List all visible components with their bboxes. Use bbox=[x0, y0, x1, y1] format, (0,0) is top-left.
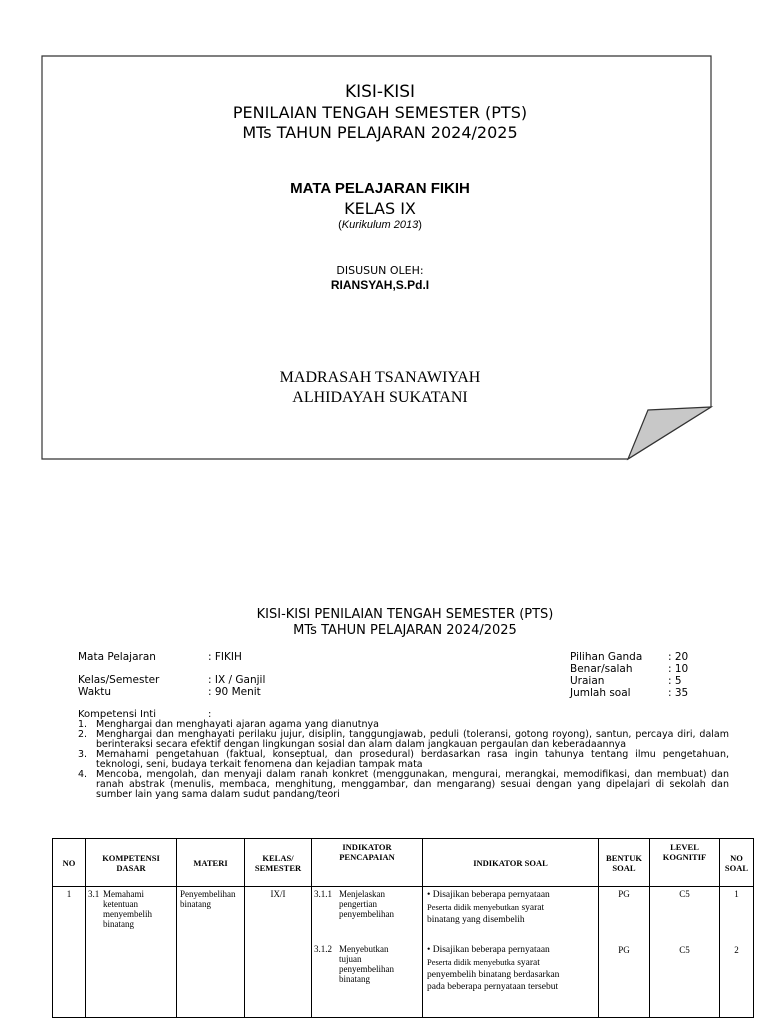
info-value-pg: : 20 bbox=[668, 651, 689, 663]
header-indikator: INDIKATOR PENCAPAIAN bbox=[312, 839, 423, 887]
ki-item bbox=[78, 750, 729, 770]
ki-item-num: 2. bbox=[78, 729, 88, 740]
cover-author: RIANSYAH,S.Pd.I bbox=[330, 278, 430, 292]
curriculum-text: Kurikulum 2013 bbox=[341, 219, 419, 231]
cover-year: MTs TAHUN PELAJARAN 2024/2025 bbox=[242, 123, 518, 142]
cover-school-line1: MADRASAH TSANAWIYAH bbox=[279, 369, 481, 386]
cell-bentuk bbox=[599, 887, 650, 1018]
ki-item-text: Menghargai dan menghayati ajaran agama yang dianutnya bbox=[96, 719, 379, 730]
soal2-bullet: • bbox=[427, 945, 431, 955]
cell-no bbox=[53, 887, 86, 1018]
ind1-num: 3.1.1 bbox=[314, 889, 332, 899]
cell-kelas bbox=[245, 887, 312, 1018]
ki-label: Kompetensi Inti bbox=[78, 709, 156, 720]
header-materi: MATERI bbox=[177, 839, 245, 887]
level1: C5 bbox=[679, 889, 690, 899]
bentuk1: PG bbox=[618, 889, 630, 899]
ki-item-text: Mencoba, mengolah, dan menyaji dalam ranah konkret (menggunakan, mengurai, merangkai, memodifikasi, dan membuat) dan ranah abstrak (menulis, membaca, menghitung, menggambar, dan mengarang) sesuai dengan yang dipelajari di sekolah dan sumber lain yang sama dalam sudut pandang/teori bbox=[96, 769, 729, 800]
soal1-line3: binatang yang disembelih bbox=[427, 915, 525, 925]
info-label-uraian: Uraian bbox=[570, 675, 605, 687]
ki-item-text: Menghargai dan menghayati perilaku jujur, disiplin, tanggungjawab, peduli (toleransi, gotong royong), santun, percaya diri, dalam berinteraksi secara efektif dengan lingkungan sosial dan alam dalam jangkauan pergaulan dan keberadaannya bbox=[96, 729, 729, 750]
soal1-bullet: • bbox=[427, 890, 431, 900]
soal2-line3: penyembelih binatang berdasarkan bbox=[427, 970, 560, 980]
cell-indikator-soal bbox=[423, 887, 599, 1018]
cell-indikator bbox=[312, 887, 423, 1018]
header-indikator-soal: INDIKATOR SOAL bbox=[423, 839, 599, 887]
cover-subtitle: PENILAIAN TENGAH SEMESTER (PTS) bbox=[232, 103, 528, 122]
info-label-subject: Mata Pelajaran bbox=[78, 651, 156, 663]
ind2-num: 3.1.2 bbox=[314, 944, 332, 954]
kelas-text: IX/I bbox=[270, 889, 286, 899]
cover-school-line2: ALHIDAYAH SUKATANI bbox=[292, 389, 468, 406]
info-label-time: Waktu bbox=[78, 686, 111, 698]
soal2-line4: pada beberapa pernyataan tersebut bbox=[427, 982, 559, 992]
info-label-pg: Pilihan Ganda bbox=[570, 651, 643, 663]
table-header-row bbox=[53, 839, 754, 887]
doc-year: MTs TAHUN PELAJARAN 2024/2025 bbox=[293, 623, 517, 638]
ind1-text: Menjelaskan pengertian penyembelihan bbox=[339, 889, 394, 919]
header-kelas: KELAS/ SEMESTER bbox=[245, 839, 312, 887]
ki-item-num: 4. bbox=[78, 769, 88, 780]
soal1-line2b: syarat bbox=[521, 903, 545, 913]
nosoal2: 2 bbox=[734, 945, 739, 955]
soal1-line2a: Peserta didik menyebutkan bbox=[427, 902, 520, 912]
row-no: 1 bbox=[66, 889, 72, 899]
header-no-soal: NO SOAL bbox=[720, 839, 754, 887]
cover-subject: MATA PELAJARAN FIKIH bbox=[290, 180, 470, 197]
soal1-text bbox=[427, 889, 597, 926]
info-value-total: : 35 bbox=[668, 687, 689, 699]
table-row bbox=[53, 887, 754, 1018]
ki-item-text: Memahami pengetahuan (faktual, konseptual, dan prosedural) berdasarkan rasa ingin tahunya tentang ilmu pengetahuan, teknologi, seni, budaya terkait fenomena dan kejadian tampak mata bbox=[96, 749, 729, 770]
soal2-line2b: syarat bbox=[517, 958, 540, 968]
info-label-bs: Benar/salah bbox=[570, 663, 633, 675]
soal2-text bbox=[427, 944, 597, 993]
kisi-table bbox=[52, 838, 754, 1018]
cover-title: KISI-KISI bbox=[344, 82, 416, 102]
info-value-class: : IX / Ganjil bbox=[208, 674, 266, 686]
ind2-text: Menyebutkan tujuan penyembelihan binatang bbox=[339, 944, 394, 984]
materi-text: Penyembelihan binatang bbox=[180, 889, 236, 909]
header-level: LEVEL KOGNITIF bbox=[650, 839, 720, 887]
header-bentuk: BENTUK SOAL bbox=[599, 839, 650, 887]
ki-item bbox=[78, 730, 729, 750]
cover-class: KELAS IX bbox=[344, 199, 416, 218]
info-label-class: Kelas/Semester bbox=[78, 674, 160, 686]
info-label-total: Jumlah soal bbox=[570, 687, 631, 699]
info-value-bs: : 10 bbox=[668, 663, 689, 675]
cell-materi bbox=[177, 887, 245, 1018]
cell-kd bbox=[86, 887, 177, 1018]
header-no: NO bbox=[53, 839, 86, 887]
ki-item-num: 1. bbox=[78, 719, 88, 730]
curriculum-open: ( bbox=[338, 219, 342, 231]
kd-num: 3.1 bbox=[88, 889, 100, 899]
cell-level bbox=[650, 887, 720, 1018]
cover-prepared-by: DISUSUN OLEH: bbox=[336, 264, 424, 277]
ki-item-num: 3. bbox=[78, 749, 88, 760]
kd-text: Memahami ketentuan menyembelih binatang bbox=[103, 889, 152, 929]
nosoal1: 1 bbox=[734, 889, 739, 899]
cover-page bbox=[0, 0, 768, 470]
ki-item bbox=[78, 770, 729, 800]
cover-curriculum bbox=[40, 219, 720, 231]
cell-no-soal bbox=[720, 887, 754, 1018]
info-value-subject: : FIKIH bbox=[208, 651, 242, 663]
header-kd: KOMPETENSI DASAR bbox=[86, 839, 177, 887]
soal1-line1: Disajikan beberapa pernyataan bbox=[432, 890, 550, 900]
curriculum-close: ) bbox=[418, 219, 422, 231]
info-value-time: : 90 Menit bbox=[208, 686, 261, 698]
bentuk2: PG bbox=[618, 945, 630, 955]
ki-colon: : bbox=[208, 709, 212, 720]
ki-list bbox=[78, 720, 729, 800]
info-value-uraian: : 5 bbox=[668, 675, 682, 687]
soal2-line1: Disajikan beberapa pernyataan bbox=[432, 945, 550, 955]
doc-title: KISI-KISI PENILAIAN TENGAH SEMESTER (PTS) bbox=[256, 607, 554, 622]
soal2-line2a: Peserta didik menyebutka bbox=[427, 957, 515, 967]
level2: C5 bbox=[679, 945, 690, 955]
